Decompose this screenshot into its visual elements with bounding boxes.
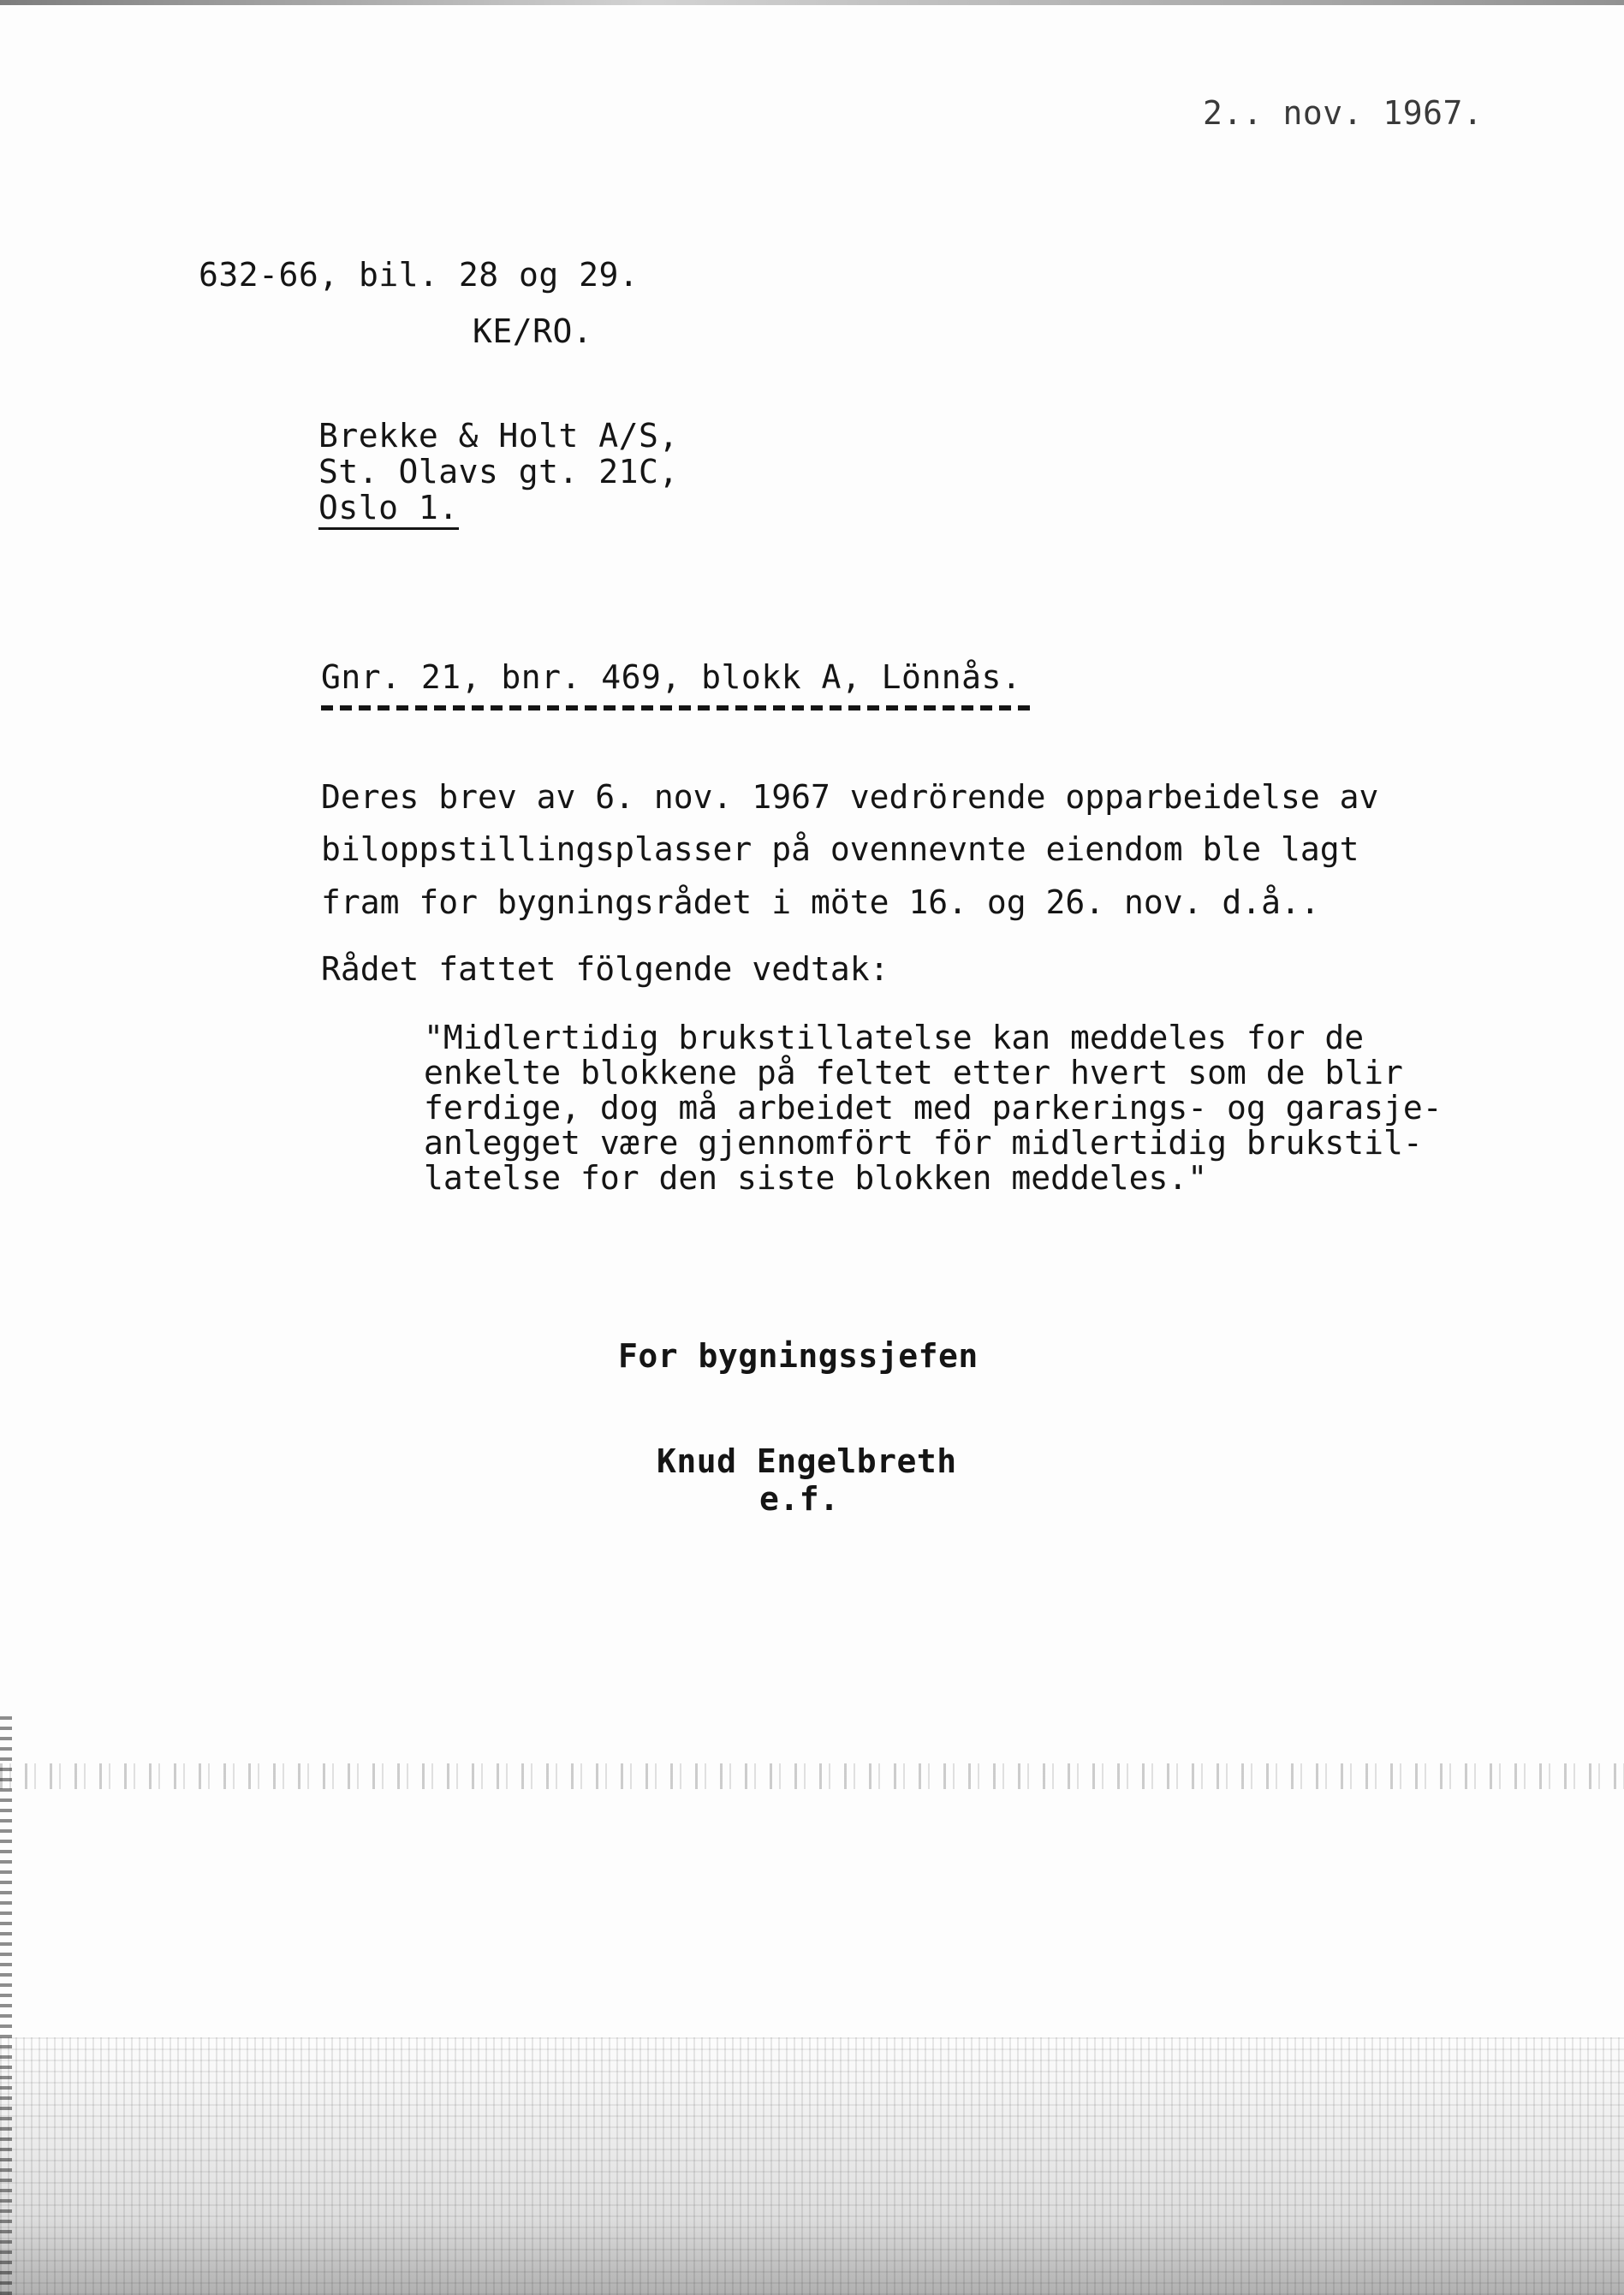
signatory-suffix: e.f. xyxy=(759,1480,840,1518)
quote-line: latelse for den siste blokken meddeles." xyxy=(424,1159,1208,1197)
scan-left-edge xyxy=(0,1712,12,2295)
body-line: biloppstillingsplasser på ovennevnte eiendom ble lagt xyxy=(321,830,1359,868)
signatory-name: Knud Engelbreth xyxy=(657,1442,957,1480)
body-line: Deres brev av 6. nov. 1967 vedrörende opparbeidelse av xyxy=(321,778,1379,816)
subject-underline xyxy=(321,705,1032,710)
decision-intro: Rådet fattet fölgende vedtak: xyxy=(321,950,889,988)
scan-noise-bottom xyxy=(0,2037,1624,2295)
quote-line: "Midlertidig brukstillatelse kan meddeles for de xyxy=(424,1019,1365,1056)
scan-noise-band xyxy=(0,1763,1624,1789)
quote-line: enkelte blokkene på feltet etter hvert som de blir xyxy=(424,1054,1403,1091)
scan-top-edge xyxy=(0,0,1624,5)
recipient-street: St. Olavs gt. 21C, xyxy=(318,453,679,491)
subject-line: Gnr. 21, bnr. 469, blokk A, Lönnås. xyxy=(321,658,1022,696)
recipient-name: Brekke & Holt A/S, xyxy=(318,417,679,455)
recipient-city: Oslo 1. xyxy=(318,491,459,530)
initials: KE/RO. xyxy=(473,312,593,350)
closing-line: For bygningssjefen xyxy=(618,1337,979,1375)
reference-number: 632-66, bil. 28 og 29. xyxy=(199,256,639,294)
quote-line: anlegget være gjennomfört för midlertidig brukstil- xyxy=(424,1124,1423,1162)
quote-line: ferdige, dog må arbeidet med parkerings- og garasje- xyxy=(424,1089,1443,1127)
letter-date: 2.. nov. 1967. xyxy=(1203,94,1484,132)
body-line: fram for bygningsrådet i möte 16. og 26. nov. d.å.. xyxy=(321,883,1320,921)
